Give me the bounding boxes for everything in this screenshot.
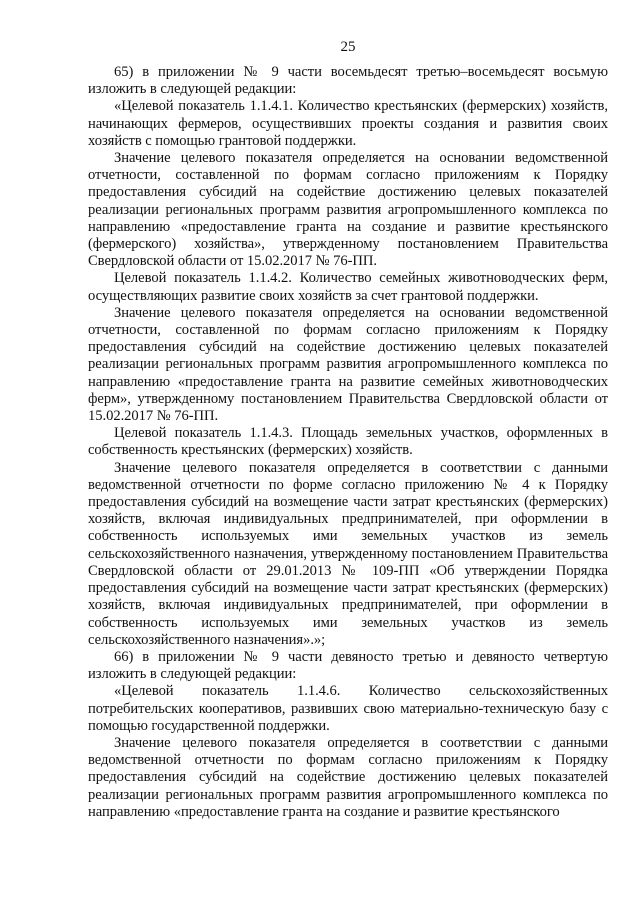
paragraph-target-1-1-4-6: «Целевой показатель 1.1.4.6. Количество сельскохозяйственных потребительских кооперативов, развивших свою материально-техническую базу с помощью государственной поддержки. (88, 683, 608, 734)
paragraph-item-65: 65) в приложении № 9 части восемьдесят третью–восемьдесят восьмую изложить в следующей редакции: (88, 64, 608, 98)
page-number: 25 (340, 39, 356, 55)
paragraph-value-1-1-4-6: Значение целевого показателя определяется в соответствии с данными ведомственной отчетности по формам согласно приложениям к Порядку предоставления субсидий на содействие достижению целевых показателей реализации региональных программ развития агропромышленного комплекса по направлению «предоставление гранта на создание и развитие крестьянского (88, 734, 608, 820)
paragraph-value-1-1-4-3: Значение целевого показателя определяется в соответствии с данными ведомственной отчетности по форме согласно приложению № 4 к Порядку предоставления субсидий на возмещение части затрат крестьянских (фермерских) хозяйств, включая индивидуальных предпринимателей, при оформлении в собственность используемых ими земельных участков из земель сельскохозяйственного назначения, утвержденному постановлением Правительства Свердловской области от 29.01.2013 № 109-ПП «Об утверждении Порядка предоставления субсидий на возмещение части затрат крестьянских (фермерских) хозяйств, включая индивидуальных предпринимателей, при оформлении в собственность используемых ими земельных участков из земель сельскохозяйственного назначения».»; (88, 459, 608, 648)
paragraph-item-66: 66) в приложении № 9 части девяносто третью и девяносто четвертую изложить в следующей редакции: (88, 648, 608, 683)
paragraph-target-1-1-4-1: «Целевой показатель 1.1.4.1. Количество крестьянских (фермерских) хозяйств, начинающих фермеров, осуществивших проекты создания и развития своих хозяйств с помощью грантовой поддержки. (88, 98, 608, 149)
paragraph-value-1-1-4-2: Значение целевого показателя определяется на основании ведомственной отчетности, составленной по формам согласно приложениям к Порядку предоставления субсидий на содействие достижению целевых показателей реализации региональных программ развития агропромышленного комплекса по направлению «предоставление гранта на развитие семейных животноводческих ферм», утвержденному постановлением Правительства Свердловской области от 15.02.2017 № 76-ПП. (88, 304, 608, 425)
paragraph-value-1-1-4-1: Значение целевого показателя определяется на основании ведомственной отчетности, составленной по формам согласно приложениям к Порядку предоставления субсидий на содействие достижению целевых показателей реализации региональных программ развития агропромышленного комплекса по направлению «предоставление гранта на создание и развитие крестьянского (фермерского) хозяйства», утвержденному постановлением Правительства Свердловской области от 15.02.2017 № 76-ПП. (88, 150, 608, 270)
document-page (88, 38, 608, 821)
paragraph-target-1-1-4-3: Целевой показатель 1.1.4.3. Площадь земельных участков, оформленных в собственность крестьянских (фермерских) хозяйств. (88, 425, 608, 459)
paragraph-target-1-1-4-2: Целевой показатель 1.1.4.2. Количество семейных животноводческих ферм, осуществляющих развитие своих хозяйств за счет грантовой поддержки. (88, 270, 608, 304)
